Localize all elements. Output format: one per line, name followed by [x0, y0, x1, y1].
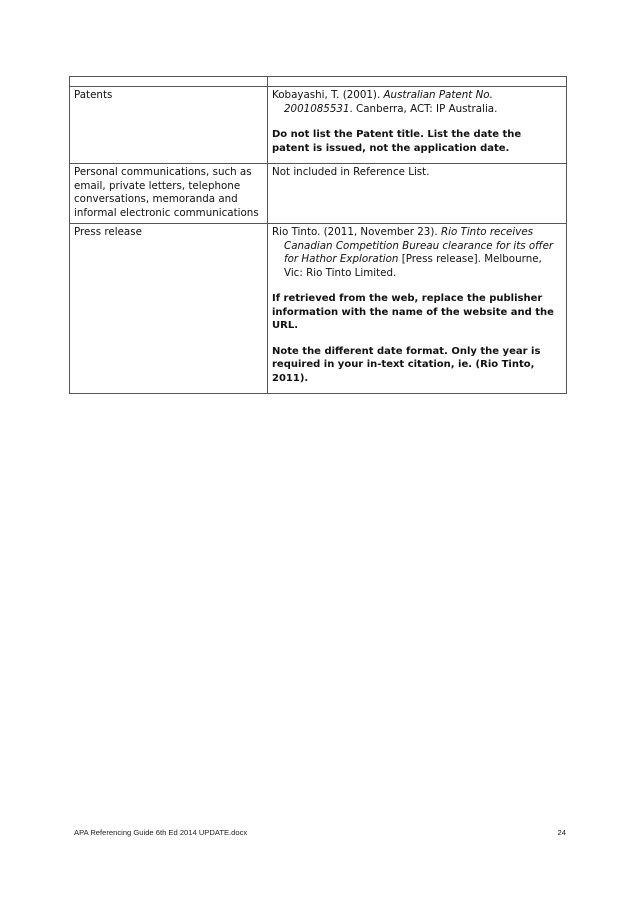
empty-cell [268, 77, 567, 87]
reference-example [272, 226, 561, 280]
row-label-personal-communications: Personal communications, such as email, private letters, telephone conversations, memoranda and informal electronic communications [70, 164, 268, 224]
ref-text: Kobayashi, T. (2001). [272, 89, 384, 101]
reference-table [69, 76, 567, 394]
guidance-note: If retrieved from the web, replace the publisher information with the name of the website and the URL. [272, 293, 554, 331]
table-row-personal-communications [70, 164, 567, 224]
row-label-press-release: Press release [70, 224, 268, 394]
row-label-patents: Patents [70, 87, 268, 164]
ref-italic-text: Rio Tinto receives Canadian Competition Bureau clearance for its offer for Hathor Exploration [284, 226, 554, 265]
reference-example [272, 89, 561, 116]
ref-text: [Press release]. Melbourne, Vic: Rio Tinto Limited. [284, 253, 542, 279]
table-row-patents [70, 87, 567, 164]
table-row-empty [70, 77, 567, 87]
ref-italic-text: Australian Patent No. 2001085531 [284, 89, 493, 115]
row-example-press-release [268, 224, 567, 394]
guidance-note: Do not list the Patent title. List the date the patent is issued, not the application date. [272, 129, 522, 154]
row-example-patents [268, 87, 567, 164]
table-row-press-release [70, 224, 567, 394]
footer-page-number: 24 [557, 828, 566, 837]
guidance-note: Note the different date format. Only the year is required in your in-text citation, ie. (Rio Tinto, 2011). [272, 345, 541, 384]
ref-text: . Canberra, ACT: IP Australia. [349, 102, 498, 115]
row-example-personal-communications: Not included in Reference List. [268, 164, 567, 224]
footer-document-name: APA Referencing Guide 6th Ed 2014 UPDATE.docx [74, 828, 248, 837]
ref-text: Rio Tinto. (2011, November 23). [272, 226, 441, 238]
empty-cell [70, 77, 268, 87]
